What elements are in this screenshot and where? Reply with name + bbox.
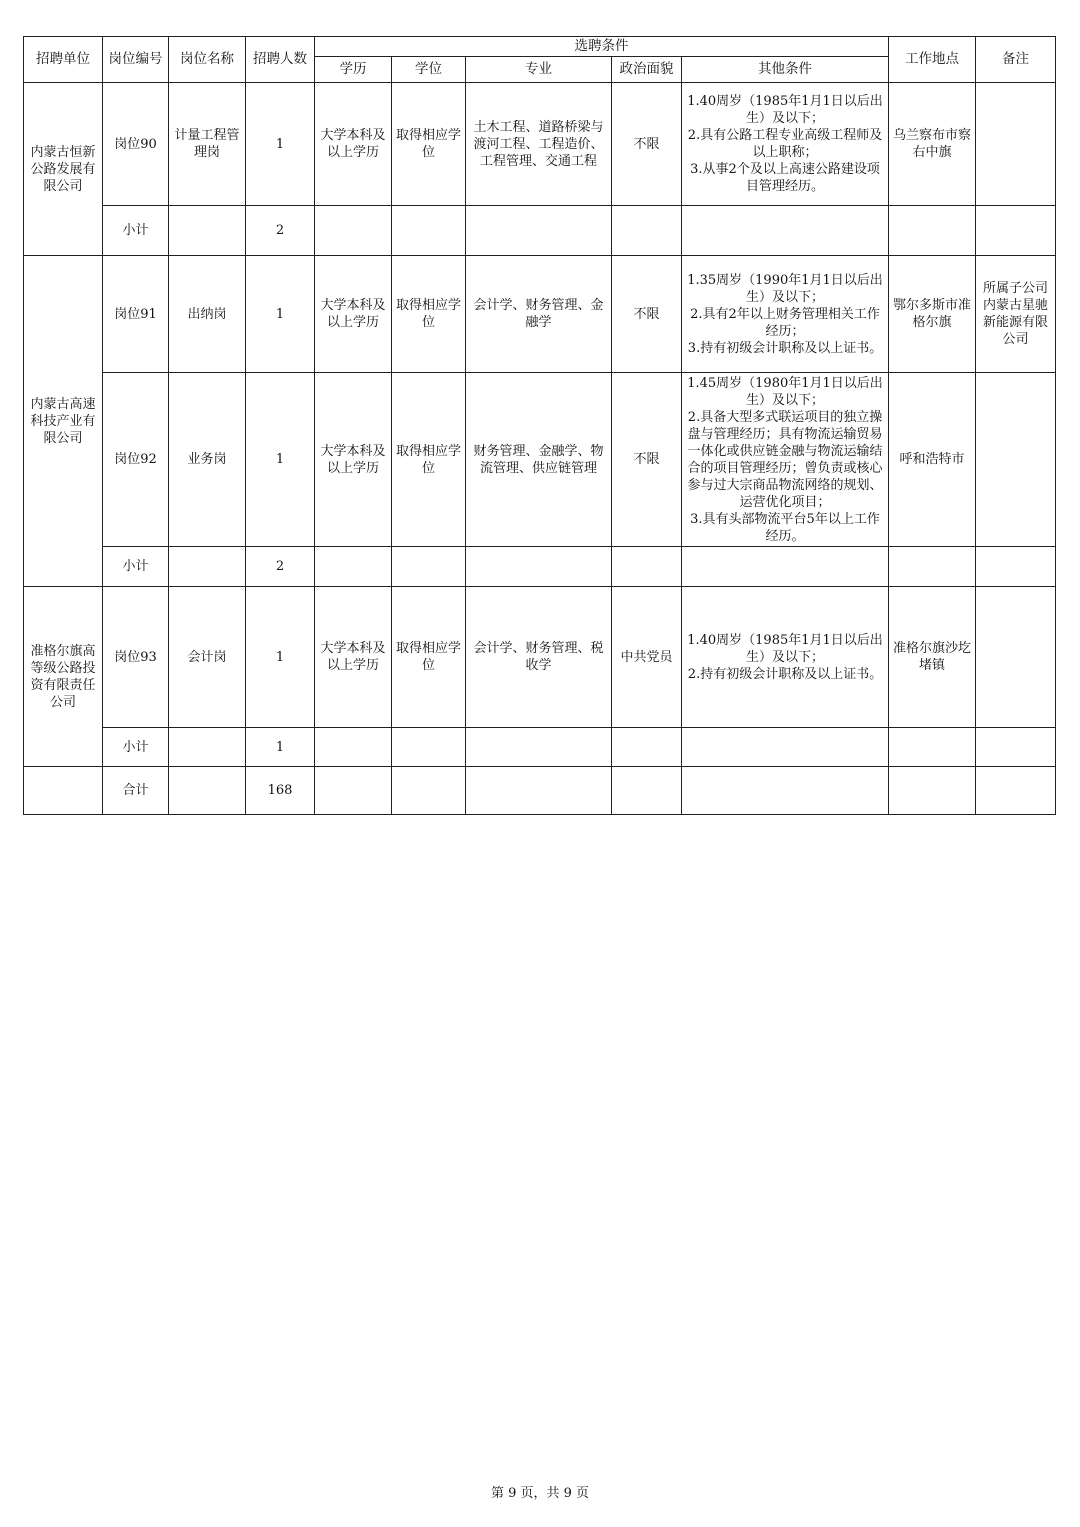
total-row	[24, 767, 1056, 815]
location-cell: 乌兰察布市察右中旗	[889, 83, 976, 206]
count-cell: 1	[246, 83, 315, 206]
header-conditions: 选聘条件	[315, 37, 889, 57]
education-cell: 大学本科及以上学历	[315, 587, 392, 728]
table-row	[24, 83, 1056, 206]
recruitment-table	[23, 36, 1056, 815]
post-name-cell: 出纳岗	[169, 256, 246, 373]
unit-cell: 准格尔旗高等级公路投资有限责任公司	[24, 587, 103, 767]
political-cell: 不限	[612, 256, 682, 373]
subtotal-label: 小计	[103, 728, 169, 767]
degree-cell: 取得相应学位	[392, 83, 466, 206]
other-conditions-cell: 1.40周岁（1985年1月1日以后出生）及以下； 2.持有初级会计职称及以上证书。	[682, 587, 889, 728]
page-number: 第 9 页，共 9 页	[490, 1486, 590, 1501]
post-name-cell: 会计岗	[169, 587, 246, 728]
header-unit: 招聘单位	[24, 37, 103, 83]
subtotal-value: 2	[246, 547, 315, 587]
major-cell: 土木工程、道路桥梁与渡河工程、工程造价、工程管理、交通工程	[466, 83, 612, 206]
header-degree: 学位	[392, 57, 466, 83]
post-name-cell: 业务岗	[169, 373, 246, 547]
location-cell: 准格尔旗沙圪堵镇	[889, 587, 976, 728]
education-cell: 大学本科及以上学历	[315, 256, 392, 373]
subtotal-label: 小计	[103, 547, 169, 587]
table-row	[24, 587, 1056, 728]
total-value: 168	[246, 767, 315, 815]
remark-cell	[976, 83, 1056, 206]
education-cell: 大学本科及以上学历	[315, 83, 392, 206]
subtotal-row	[24, 206, 1056, 256]
header-remark: 备注	[976, 37, 1056, 83]
political-cell: 中共党员	[612, 587, 682, 728]
header-location: 工作地点	[889, 37, 976, 83]
count-cell: 1	[246, 256, 315, 373]
remark-cell: 所属子公司内蒙古星驰新能源有限公司	[976, 256, 1056, 373]
total-label: 合计	[103, 767, 169, 815]
education-cell: 大学本科及以上学历	[315, 373, 392, 547]
unit-cell: 内蒙古高速科技产业有限公司	[24, 256, 103, 587]
subtotal-label: 小计	[103, 206, 169, 256]
post-no-cell: 岗位91	[103, 256, 169, 373]
post-no-cell: 岗位92	[103, 373, 169, 547]
major-cell: 会计学、财务管理、金融学	[466, 256, 612, 373]
location-cell: 鄂尔多斯市准格尔旗	[889, 256, 976, 373]
post-no-cell: 岗位93	[103, 587, 169, 728]
header-education: 学历	[315, 57, 392, 83]
political-cell: 不限	[612, 373, 682, 547]
count-cell: 1	[246, 373, 315, 547]
subtotal-value: 1	[246, 728, 315, 767]
other-conditions-cell: 1.35周岁（1990年1月1日以后出生）及以下； 2.具有2年以上财务管理相关工作经历； 3.持有初级会计职称及以上证书。	[682, 256, 889, 373]
political-cell: 不限	[612, 83, 682, 206]
header-post-no: 岗位编号	[103, 37, 169, 83]
major-cell: 会计学、财务管理、税收学	[466, 587, 612, 728]
major-cell: 财务管理、金融学、物流管理、供应链管理	[466, 373, 612, 547]
table-row	[24, 256, 1056, 373]
header-count: 招聘人数	[246, 37, 315, 83]
subtotal-row	[24, 547, 1056, 587]
table-row	[24, 373, 1056, 547]
unit-cell: 内蒙古恒新公路发展有限公司	[24, 83, 103, 256]
degree-cell: 取得相应学位	[392, 373, 466, 547]
degree-cell: 取得相应学位	[392, 587, 466, 728]
other-conditions-cell: 1.40周岁（1985年1月1日以后出生）及以下； 2.具有公路工程专业高级工程师及以上职称； 3.从事2个及以上高速公路建设项目管理经历。	[682, 83, 889, 206]
header-row-1	[24, 37, 1056, 57]
header-post-name: 岗位名称	[169, 37, 246, 83]
remark-cell	[976, 587, 1056, 728]
location-cell: 呼和浩特市	[889, 373, 976, 547]
header-other: 其他条件	[682, 57, 889, 83]
remark-cell	[976, 373, 1056, 547]
degree-cell: 取得相应学位	[392, 256, 466, 373]
post-no-cell: 岗位90	[103, 83, 169, 206]
post-name-cell: 计量工程管理岗	[169, 83, 246, 206]
header-major: 专业	[466, 57, 612, 83]
subtotal-value: 2	[246, 206, 315, 256]
count-cell: 1	[246, 587, 315, 728]
header-political: 政治面貌	[612, 57, 682, 83]
other-conditions-cell: 1.45周岁（1980年1月1日以后出生）及以下； 2.具备大型多式联运项目的独立操盘与管理经历；具有物流运输贸易一体化或供应链金融与物流运输结合的项目管理经历；曾负责或核心参与过大宗商品物流网络的规划、运营优化项目； 3.具有头部物流平台5年以上工作经历。	[682, 373, 889, 547]
subtotal-row	[24, 728, 1056, 767]
